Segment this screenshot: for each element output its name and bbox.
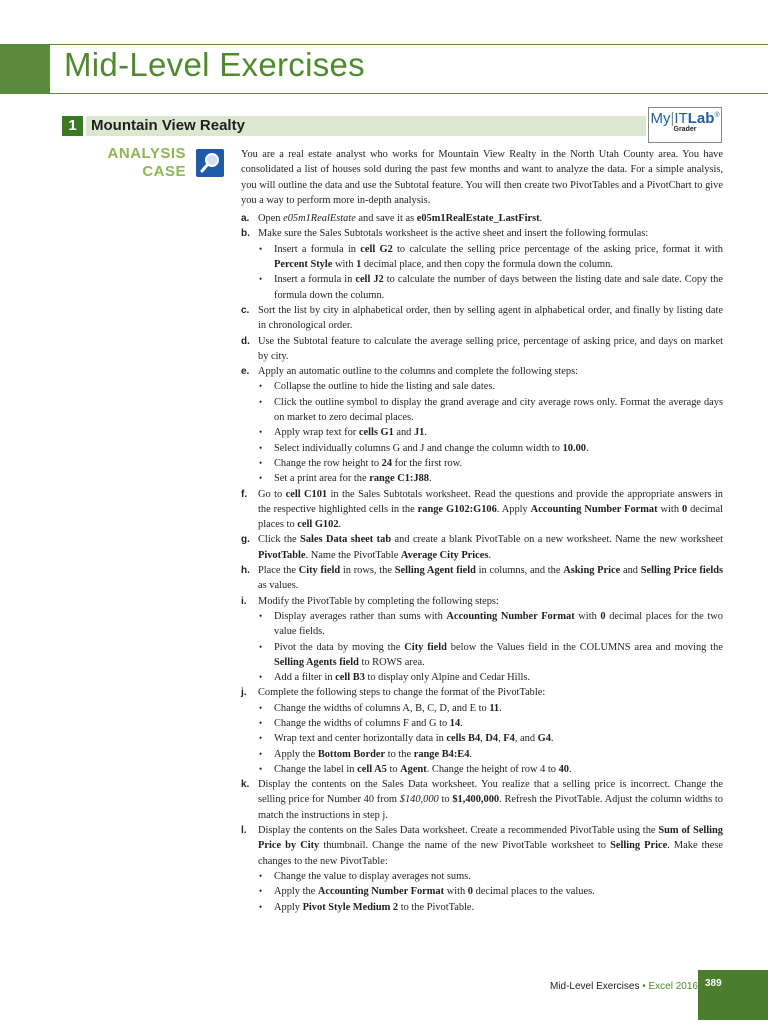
step-e (241, 364, 723, 379)
magnifier-icon (196, 149, 224, 177)
step-text: with (657, 503, 682, 515)
bullet-text: . (568, 763, 572, 775)
bullet-text: , and (514, 733, 538, 745)
bullet-text: for the first row. (392, 457, 463, 469)
step-text: and create a blank PivotTable on a new worksheet. Name the new worksheet (391, 534, 723, 546)
magnifier-icon-svg (196, 149, 224, 177)
header-color-block (0, 44, 50, 94)
bold-term: G4 (537, 733, 551, 745)
step-c (241, 303, 723, 334)
bold-term: 0 (467, 886, 473, 898)
logo-it: IT (674, 110, 688, 127)
analysis-case-label (96, 145, 186, 181)
step-f (241, 487, 723, 533)
header-bottom-rule (50, 93, 768, 94)
step-label: k. (241, 779, 250, 791)
step-text: in columns, and the (475, 565, 564, 577)
analysis-label-line1: ANALYSIS (107, 145, 186, 162)
bullet-text: below the Values field in the COLUMNS area and moving the (446, 641, 723, 653)
logo-main-text (649, 110, 721, 127)
bold-term: Accounting Number Format (446, 610, 575, 622)
step-text: Apply an automatic outline to the columns and complete the following steps: (258, 366, 579, 378)
bullet-text: Display averages rather than sums with (274, 610, 447, 622)
logo-lab: Lab (687, 110, 715, 127)
bullet-text: Apply the (274, 748, 318, 760)
bold-term: Accounting Number Format (530, 503, 658, 515)
bullet-text: to calculate the selling price percentage of the asking price, format it with (392, 243, 723, 255)
step-a (241, 211, 723, 226)
logo-separator: | (670, 110, 675, 127)
logo-my: My (650, 110, 671, 127)
step-text: Make sure the Sales Subtotals worksheet is the active sheet and insert the following formulas: (258, 228, 649, 240)
step-e-bullet-5 (241, 456, 723, 471)
bullet-text: Wrap text and center horizontally data in (274, 733, 447, 745)
step-text: Display the contents on the Sales Data worksheet. You realize that a selling price is incorrect. Change the selling price for Number 40 from (258, 779, 723, 806)
step-text: . (539, 213, 543, 225)
bullet-text: to (386, 763, 401, 775)
step-label: b. (241, 228, 250, 240)
step-text: Place the (258, 565, 299, 577)
page-number: 389 (705, 978, 722, 989)
step-b-bullet-2 (241, 272, 723, 303)
bullet-text: to the (385, 748, 414, 760)
step-j-bullet-4 (241, 747, 723, 762)
bold-term: 14 (449, 717, 461, 729)
bold-term: Average City Prices (400, 549, 489, 561)
bullet-text: . Change the height of row 4 to (426, 763, 559, 775)
step-label: l. (241, 825, 247, 837)
bold-term: Percent Style (274, 259, 333, 271)
step-text: Go to (258, 488, 286, 500)
step-text: to (438, 794, 453, 806)
step-text: Click the (258, 534, 301, 546)
header-top-rule (50, 44, 768, 45)
bold-term: Selling Price fields (640, 565, 724, 577)
step-text: . Name the PivotTable (305, 549, 401, 561)
bullet-text: to the PivotTable. (398, 901, 475, 913)
step-j (241, 685, 723, 700)
bullet-text: Select individually columns G and J and change the column width to (274, 442, 563, 454)
step-l (241, 823, 723, 869)
analysis-label-line2: CASE (142, 163, 186, 180)
bold-term: cell C101 (285, 488, 328, 500)
bullet-text: Change the widths of columns A, B, C, D, and E to (274, 702, 490, 714)
footer-section: Mid-Level Exercises (549, 981, 640, 992)
bold-term: J1 (413, 427, 425, 439)
step-text: Modify the PivotTable by completing the following steps: (258, 595, 499, 607)
step-j-bullet-1 (241, 701, 723, 716)
bold-term: cell A5 (357, 763, 387, 775)
bullet-text: . (585, 442, 589, 454)
step-label: d. (241, 335, 250, 347)
step-text: Display the contents on the Sales Data worksheet. Create a recommended PivotTable using the (258, 825, 659, 837)
step-l-bullet-1: • Change the value to display averages not sums. (241, 869, 723, 884)
step-i-bullet-1 (241, 609, 723, 640)
step-e-bullet-2: • Click the outline symbol to display the grand average and city average rows only. Format the average days on market to zero decimal places. (241, 395, 723, 426)
step-label: j. (241, 687, 247, 699)
bold-term: Pivot Style Medium 2 (302, 901, 399, 913)
step-e-bullet-6 (241, 471, 723, 486)
bold-term: cells B4 (446, 733, 481, 745)
bullet-text: with (332, 259, 357, 271)
step-text: Open (258, 213, 284, 225)
page-title: Mid-Level Exercises (64, 46, 365, 83)
step-text: as values. (258, 580, 299, 592)
bold-term: Sum of Selling Price by City (258, 825, 724, 852)
bullet-text: Change the widths of columns F and G to (274, 717, 450, 729)
bullet-text: with (574, 610, 601, 622)
step-text: in the Sales Subtotals worksheet. Read the questions and provide the appropriate answers in the respective highlighted cells in the (258, 488, 723, 515)
bold-term: cell G2 (360, 243, 393, 255)
bold-term: Accounting Number Format (317, 886, 445, 898)
save-name: e05m1RealEstate_LastFirst (416, 213, 540, 225)
bullet-text: Pivot the data by moving the (274, 641, 405, 653)
step-k (241, 777, 723, 823)
step-label: c. (241, 304, 250, 316)
page-footer (550, 981, 698, 992)
bold-term: cell J2 (355, 274, 384, 286)
step-i-bullet-2 (241, 640, 723, 671)
bullet-text: . (499, 702, 502, 714)
file-name: e05m1RealEstate (283, 213, 356, 225)
bullet-text: . (428, 473, 432, 485)
logo-grader-text: Grader (673, 126, 697, 133)
step-text: Use the Subtotal feature to calculate the average selling price, percentage of asking price, and days on market by city. (258, 335, 723, 362)
bullet-text: Apply wrap text for (274, 427, 359, 439)
bold-term: cells G1 (358, 427, 394, 439)
exercise-content (241, 147, 723, 915)
case-title: Mountain View Realty (91, 117, 245, 134)
bullet-text: . (550, 733, 554, 745)
bullet-text: Add a filter in (274, 672, 336, 684)
bold-term: Selling Agent field (394, 565, 476, 577)
step-b (241, 226, 723, 241)
bold-term: PivotTable (258, 549, 306, 561)
step-e-bullet-3 (241, 425, 723, 440)
step-e-bullet-1: • Collapse the outline to hide the listing and sale dates. (241, 379, 723, 394)
bold-term: City field (298, 565, 341, 577)
bold-term: Sales Data sheet tab (300, 534, 392, 546)
bullet-text: Insert a formula in (274, 274, 356, 286)
step-label: g. (241, 534, 250, 546)
old-price: $140,000 (399, 794, 439, 806)
step-j-bullet-3 (241, 731, 723, 746)
step-label: i. (241, 595, 247, 607)
bold-term: Agent (400, 763, 427, 775)
bold-term: range C1:J88 (369, 473, 429, 485)
step-d (241, 334, 723, 365)
step-g (241, 532, 723, 563)
bullet-text: Change the label in (274, 763, 358, 775)
step-text: and (620, 565, 641, 577)
bold-term: range B4:E4 (413, 748, 470, 760)
bullet-text: decimal place, and then copy the formula down the column. (361, 259, 613, 271)
step-text: Complete the following steps to change the format of the PivotTable: (258, 687, 546, 699)
bullet-text: decimal places for the two value fields. (274, 610, 723, 638)
case-number-badge: 1 (62, 116, 83, 136)
bold-term: cell B3 (335, 672, 365, 684)
bold-term: 10.00 (562, 442, 586, 454)
bold-term: 0 (600, 610, 606, 622)
step-text: . (338, 519, 342, 531)
bullet-text: decimal places to the values. (472, 886, 595, 898)
step-label: f. (241, 488, 248, 500)
step-label: a. (241, 213, 250, 225)
step-text: decimal places to (258, 503, 724, 531)
bullet-text: to calculate the number of days between the listing date and sale date. Copy the formula down the column. (274, 274, 723, 301)
footer-separator: • (639, 981, 649, 992)
myitlab-grader-logo (648, 107, 722, 143)
bold-term: F4 (503, 733, 515, 745)
step-text: and save it as (355, 213, 417, 225)
step-j-bullet-5 (241, 762, 723, 777)
bullet-text: , (498, 733, 504, 745)
bullet-text: with (444, 886, 468, 898)
bold-term: 1 (356, 259, 362, 271)
bullet-text: . (424, 427, 427, 439)
bullet-text: Change the row height to (274, 457, 382, 469)
bullet-text: , (480, 733, 486, 745)
bold-term: 0 (681, 503, 688, 515)
step-e-bullet-4 (241, 441, 723, 456)
step-i (241, 594, 723, 609)
step-label: h. (241, 565, 250, 577)
step-j-bullet-2 (241, 716, 723, 731)
step-i-bullet-3 (241, 670, 723, 685)
logo-registered: ® (714, 112, 720, 119)
bold-term: 11 (489, 702, 500, 714)
bullet-text: and (393, 427, 414, 439)
step-text: in rows, the (340, 565, 395, 577)
step-text: . Make these changes to the new PivotTable: (258, 840, 723, 867)
new-price: $1,400,000 (452, 794, 500, 806)
step-text: . (488, 549, 492, 561)
intro-paragraph: You are a real estate analyst who works for Mountain View Realty in the North Utah County area. You have consolidated a list of houses sold during the past few months and want to analyze the data. For a simple analysis, you will outline the data and use the Subtotal feature. You will then create two PivotTables and a PivotChart to give you a way to perform more in-depth analysis. (241, 149, 723, 206)
bold-term: range G102:G106 (417, 503, 497, 515)
step-l-bullet-3 (241, 900, 723, 915)
step-text: thumbnail. Change the name of the new PivotTable worksheet to (319, 840, 611, 852)
bullet-text: to display only Alpine and Cedar Hills. (364, 672, 530, 684)
step-b-bullet-1 (241, 242, 723, 273)
bold-term: D4 (485, 733, 499, 745)
bold-term: City field (404, 641, 447, 653)
step-l-bullet-2 (241, 884, 723, 899)
bullet-text: . (460, 717, 463, 729)
bold-term: Selling Price (610, 840, 668, 852)
bold-term: Selling Agents field (274, 656, 359, 668)
bold-term: cell G102 (297, 519, 339, 531)
bullet-text: to ROWS area. (358, 656, 425, 668)
bullet-text: Insert a formula in (274, 243, 361, 255)
bold-term: Bottom Border (317, 748, 386, 760)
bold-term: 24 (381, 457, 393, 469)
bold-term: 40 (558, 763, 569, 775)
step-label: e. (241, 366, 250, 378)
step-text: . Apply (496, 503, 531, 515)
footer-product: Excel 2016 (648, 981, 698, 992)
bullet-text: Apply (274, 901, 303, 913)
bullet-text: Set a print area for the (274, 473, 370, 485)
bold-term: Asking Price (563, 565, 621, 577)
bullet-text: . (469, 748, 473, 760)
step-text: . Refresh the PivotTable. Adjust the column widths to match the instructions in step j. (258, 794, 723, 821)
step-h (241, 563, 723, 594)
bullet-text: Apply the (274, 886, 318, 898)
step-text: Sort the list by city in alphabetical order, then by selling agent in alphabetical order, and finally by listing date in chronological order. (258, 304, 723, 332)
